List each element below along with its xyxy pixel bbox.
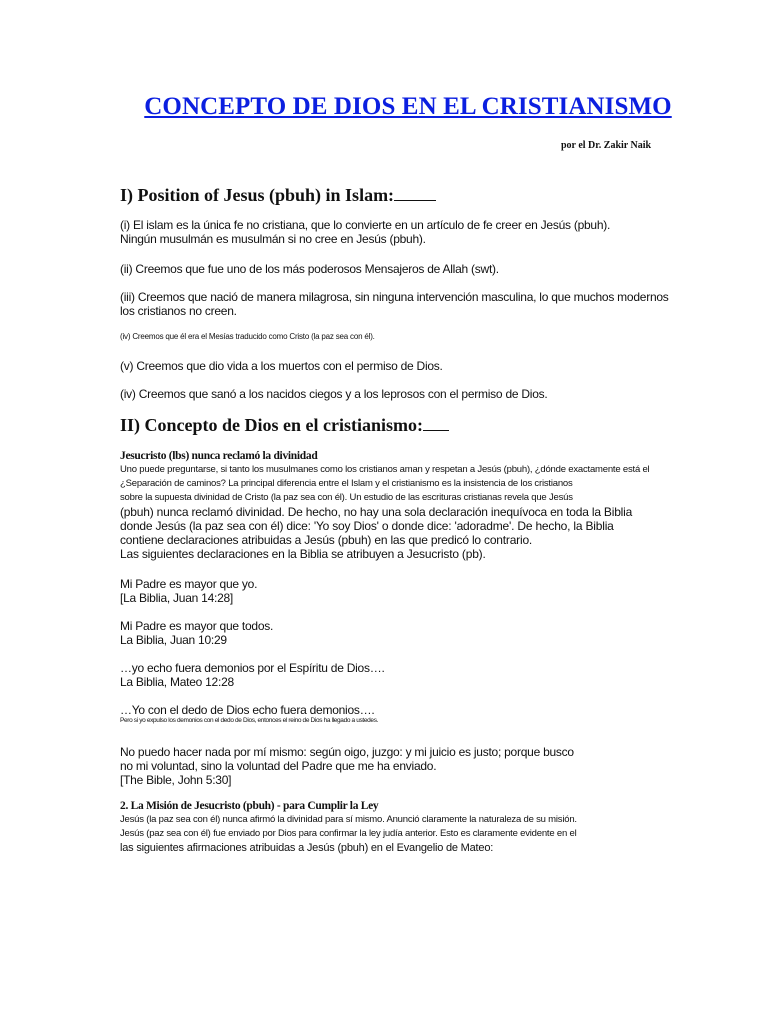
author-byline: por el Dr. Zakir Naik [561, 140, 652, 151]
subheading-mission: 2. La Misión de Jesucristo (pbuh) - para Cumplir la Ley [120, 800, 379, 812]
quote-matthew-12-28: …yo echo fuera demonios por el Espíritu de Dios…. La Biblia, Mateo 12:28 [120, 661, 385, 689]
quote-john-5-30: No puedo hacer nada por mí mismo: según oigo, juzgo: y mi juicio es justo; porque busco no mi voluntad, sino la voluntad del Padre que me ha enviado. [The Bible, John 5:30] [120, 745, 574, 787]
paragraph-6: (iv) Creemos que sanó a los nacidos ciegos y a los leprosos con el permiso de Dios. [120, 387, 548, 401]
paragraph-2: (ii) Creemos que fue uno de los más poderosos Mensajeros de Allah (swt). [120, 262, 499, 276]
quote-finger-of-god-note: Pero si yo expulso los demonios con el dedo de Dios, entonces el reino de Dios ha llegado a ustedes. [120, 717, 379, 724]
paragraph-4: (iv) Creemos que él era el Mesías traducido como Cristo (la paz sea con él). [120, 332, 375, 341]
subheading-divinity: Jesucristo (lbs) nunca reclamó la divinidad [120, 450, 318, 462]
paragraph-3: (iii) Creemos que nació de manera milagrosa, sin ninguna intervención masculina, lo que muchos modernos los cristianos no creen. [120, 290, 669, 318]
quote-john-10-29: Mi Padre es mayor que todos. La Biblia, Juan 10:29 [120, 619, 274, 647]
paragraph-1: (i) El islam es la única fe no cristiana, que lo convierte en un artículo de fe creer en Jesús (pbuh). Ningún musulmán es musulmán si no cree en Jesús (pbuh). [120, 218, 611, 246]
paragraph-5: (v) Creemos que dio vida a los muertos con el permiso de Dios. [120, 359, 443, 373]
section-2-heading: II) Concepto de Dios en el cristianismo: [120, 415, 449, 436]
quote-finger-of-god: …Yo con el dedo de Dios echo fuera demonios…. [120, 703, 375, 717]
mission-paragraph: Jesús (la paz sea con él) nunca afirmó la divinidad para sí mismo. Anunció claramente la naturaleza de su misión. Jesús (paz sea con él) fue enviado por Dios para confirmar la ley judía anterior. Esto es claramente evidente en el las siguientes afirmaciones atribuidas a Jesús (pbuh) en el Evangelio de Mateo: [120, 814, 577, 854]
page-title: CONCEPTO DE DIOS EN EL CRISTIANISMO [144, 93, 672, 120]
quote-john-14-28: Mi Padre es mayor que yo. [La Biblia, Juan 14:28] [120, 577, 258, 605]
section-1-heading: I) Position of Jesus (pbuh) in Islam: [120, 185, 436, 206]
intro-paragraph: Uno puede preguntarse, si tanto los musulmanes como los cristianos aman y respetan a Jesús (pbuh), ¿dónde exactamente está el ¿Separación de caminos? La principal diferencia entre el Islam y el cristianismo es la insistencia de los cristianos sobre la supuesta divinidad de Cristo (la paz sea con él). Un estudio de las escrituras cristianas revela que Jesús (pbuh) nunca reclamó divinidad. De hecho, no hay una sola declaración inequívoca en toda la Biblia donde Jesús (la paz sea con él) dice: 'Yo soy Dios' o donde dice: 'adoradme'. De hecho, la Biblia contiene declaraciones atribuidas a Jesús (pbuh) en las que predicó lo contrario. Las siguientes declaraciones en la Biblia se atribuyen a Jesucristo (pb). [120, 464, 650, 561]
